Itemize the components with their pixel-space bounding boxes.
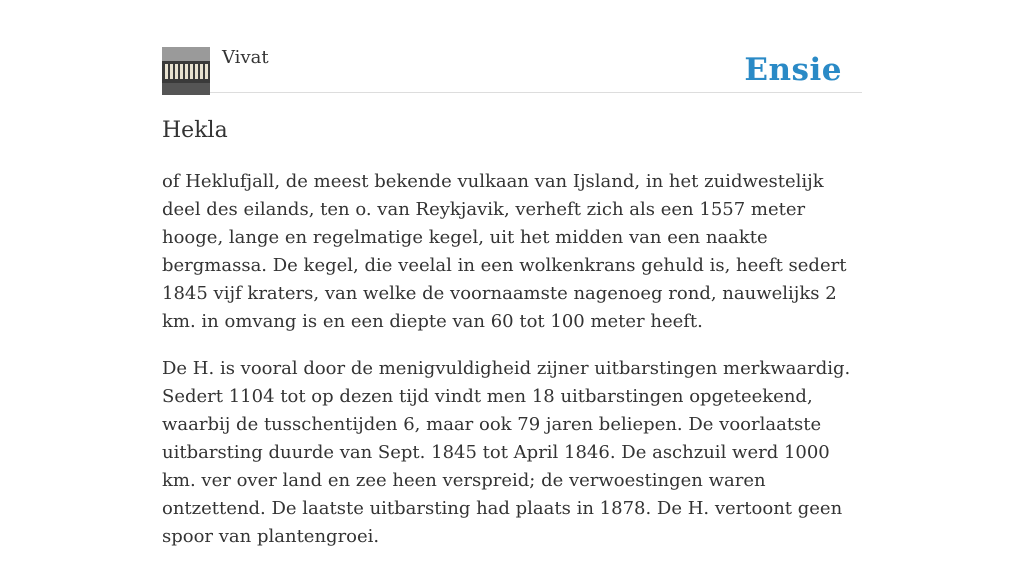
typewriter-keys-avatar-icon <box>162 47 210 95</box>
author-avatar[interactable] <box>162 47 210 95</box>
article-body <box>162 168 867 570</box>
paragraph: De H. is vooral door de menigvuldigheid zijner uitbarstingen merkwaardig. Sedert 1104 tot op dezen tijd vindt men 18 uitbarstingen opgeteekend, waarbij de tusschentijden 6, maar ook 79 jaren beliepen. De voorlaatste uitbarsting duurde van Sept. 1845 tot April 1846. De aschzuil werd 1000 km. ver over land en zee heen verspreid; de verwoestingen waren ontzettend. De laatste uitbarsting had plaats in 1878. De H. vertoont geen spoor van plantengroei. <box>162 358 851 547</box>
article-title: Hekla <box>162 118 228 143</box>
header <box>162 46 862 93</box>
brand-logo[interactable]: Ensie <box>744 52 842 88</box>
author-name[interactable]: Vivat <box>222 47 269 68</box>
paragraph: of Heklufjall, de meest bekende vulkaan van Ijsland, in het zuidwestelijk deel des eilands, ten o. van Reykjavik, verheft zich als een 1557 meter hooge, lange en regelmatige kegel, uit het midden van een naakte bergmassa. De kegel, die veelal in een wolkenkrans gehuld is, heeft sedert 1845 vijf kraters, van welke de voornaamste nagenoeg rond, nauwelijks 2 km. in omvang is en een diepte van 60 tot 100 meter heeft. <box>162 171 847 332</box>
